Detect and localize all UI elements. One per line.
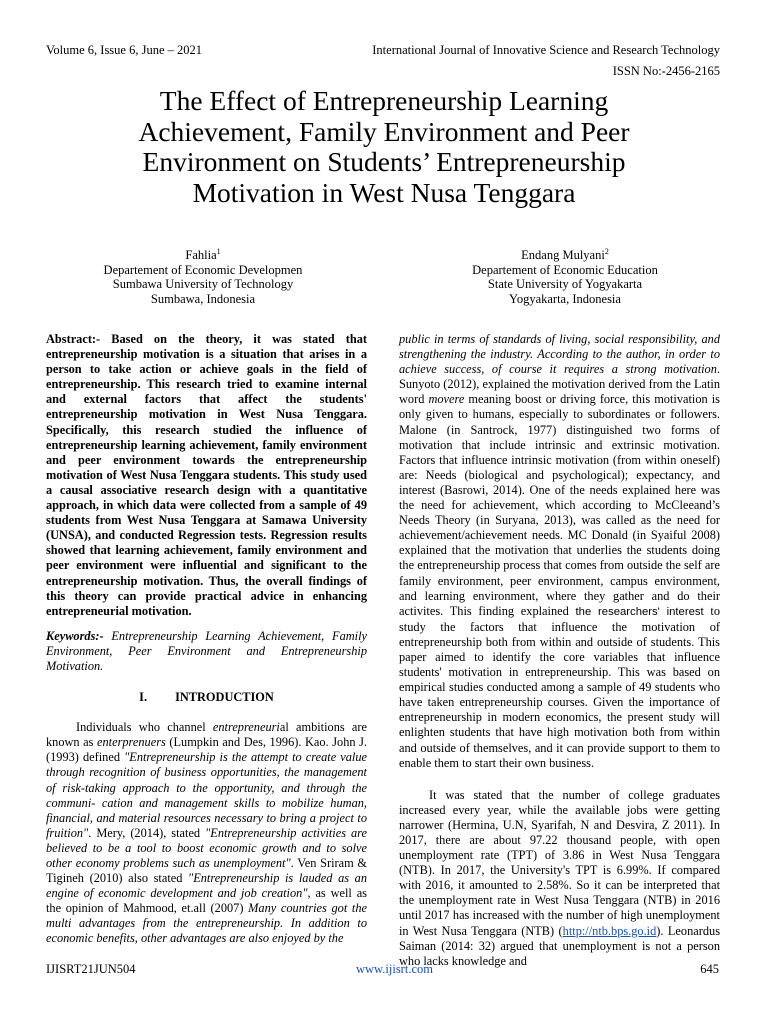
author-affiliation-mark: 2 (604, 246, 609, 256)
author-name (415, 248, 715, 263)
text-run: to study the factors that influence the motivation of entrepreneurship both from within and outside of students. This paper aimed to identify the core variables that influence students' motivation in entrepreneurship. This was based on empirical studies conducted among a sample of 49 students who have taken entrepreneurship courses. Given the importance of entrepreneurship in modern economics, the present study will enlighten students that have high motivation both from within and outside of themselves, and it can provide support to them to enable them to start their own business. (399, 603, 721, 770)
text-run: . Mery, (2014), stated (88, 825, 206, 840)
title-line: The Effect of Entrepreneurship Learning (159, 85, 609, 116)
italic-run: movere (428, 392, 465, 407)
right-column (399, 332, 720, 969)
footer-journal-url[interactable]: www.ijisrt.com (356, 962, 433, 976)
section-title: INTRODUCTION (175, 690, 274, 705)
italic-quote: "Entrepreneurship is the attempt to create value through recognition of business opportunities, the management of risk-taking approach to the opportunity, and through the communi- cation and management skills to mobilize human, financial, and material resources necessary to bring a project to fruition" (46, 750, 367, 840)
source-link[interactable]: http://ntb.bps.go.id (562, 923, 657, 938)
author-department: Departement of Economic Developmen (103, 262, 303, 277)
paper-title (60, 86, 708, 208)
body-paragraph (399, 788, 720, 969)
intro-paragraph (46, 720, 367, 946)
text-run: . Ven Sriram & Tigineh (2010) also stated (46, 856, 367, 886)
author-block-1 (53, 248, 353, 306)
author-location: Yogyakarta, Indonesia (509, 291, 621, 306)
italic-run: enterprenuers (97, 735, 166, 750)
left-column (46, 332, 367, 947)
running-header-journal: International Journal of Innovative Science and Research Technology (372, 43, 720, 57)
text-run: . Sunyoto (2012), explained the motivation derived from the Latin word (399, 362, 720, 407)
author-name (53, 248, 353, 263)
running-header-volume: Volume 6, Issue 6, June – 2021 (46, 43, 203, 57)
author-university: State University of Yogyakarta (487, 277, 643, 292)
text-run: Individuals who channel (76, 720, 213, 735)
author-department: Departement of Economic Education (472, 262, 658, 277)
keywords-label: Keywords:- (46, 628, 104, 643)
footer-paper-id: IJISRT21JUN504 (46, 962, 136, 976)
author-name-text: Endang Mulyani (521, 248, 605, 262)
text-run: (Lumpkin and Des, 1996). Kao. John J. (1993) defined (46, 735, 367, 765)
author-location: Sumbawa, Indonesia (150, 291, 256, 306)
author-block-2 (415, 248, 715, 306)
italic-run: entrepreneuri (212, 720, 280, 735)
author-university: Sumbawa University of Technology (112, 277, 294, 292)
italic-quote: "Entrepreneurship activities are believed to be a tool to boost economic growth and to solve other economy problems such as unemployment" (46, 825, 367, 870)
section-heading-introduction (46, 690, 367, 705)
italic-run: public in terms of standards of living, social responsibility, and strengthening the industry. According to the author, in order to achieve success, of course it requires a strong motivation (399, 332, 720, 377)
abstract: Abstract:- Based on the theory, it was stated that entrepreneurship motivation is a situation that arises in a person to take action or achieve goals in the field of entrepreneurship. This research tried to examine internal and external factors that affect the students' entrepreneurship motivation in West Nusa Tenggara. Specifically, this research studied the influence of entrepreneurship learning achievement, family environment and peer environment towards the entrepreneurship motivation of West Nusa Tenggara students. This study used a causal associative research design with a quantitative approach, in which data were collected from a sample of 49 students from West Nusa Tenggara at Samawa University (UNSA), and conducted Regression tests. Regression results showed that learning achievement, family environment and peer environment were influential and significant to the entrepreneurship motivation. Thus, the overall findings of this theory can provide practical advice in enhancing entrepreneurial motivation. (46, 332, 367, 618)
italic-quote: Many countries got the multi advantages from the entrepreneurship. In addition to economic benefits, other advantages are also enjoyed by the (46, 901, 368, 946)
text-run: , as well as the opinion of Mahmood, et.all (2007) (46, 886, 367, 916)
text-run: ). Leonardus Saiman (2014: 32) argued that unemployment is not a person who lacks knowledge and (399, 923, 720, 968)
italic-quote: "Entrepreneurship is lauded as an engine of economic development and job creation" (46, 871, 368, 901)
title-line: Environment on Students’ Entrepreneurship (142, 146, 626, 177)
text-run: It was stated that the number of college graduates increased every year, while the available jobs were getting narrower (Hermina, U.N, Syarifah, N and Desvira, Z 2011). In 2017, there are about 97.22 thousand people, with open unemployment rate (TPT) of 3.86 in West Nusa Tenggara (NTB). In 2017, the University's TPT is 6.99%. If compared with 2016, it amounted to 2.58%. So it can be interpreted that the unemployment rate in West Nusa Tenggara (NTB) in 2016 until 2017 has increased with the number of high unemployment in West Nusa Tenggara (NTB) ( (399, 787, 720, 938)
section-number: I. (139, 690, 148, 705)
keywords-text: Entrepreneurship Learning Achievement, Family Environment, Peer Environment and Entrepreneurship Motivation. (46, 628, 367, 673)
author-name-text: Fahlia (185, 248, 217, 262)
body-paragraph (399, 332, 720, 771)
author-affiliation-mark: 1 (216, 246, 221, 256)
keywords (46, 629, 367, 674)
text-run: meaning boost or driving force, this motivation is only given to humans, especially to subordinates or followers. Malone (in Santrock, 1977) distinguished two forms of motivation that include intrinsic and extrinsic motivation. Factors that influence intrinsic motivation (from within oneself) are: Needs (biological and psychological); expectancy, and interest (Basrowi, 2014). One of the needs explained here was the need for achievement, which according to McCleeand’s Needs Theory (in Suryana, 2013), was called as the need for achievement/achievement needs. MC Donald (in Syaiful 2008) explained that the motivation that underlies the students doing the entrepreneurship process that comes from outside the self are family environment, peer environment, campus environment, and learning environment, where they gather and do their activites. This finding explained (399, 392, 720, 618)
text-run: al ambitions are known as (46, 720, 367, 750)
footer-page-number: 645 (700, 962, 719, 976)
title-line: Motivation in West Nusa Tenggara (192, 176, 576, 208)
sans-run: the researchers' interest (575, 605, 704, 618)
running-header-issn: ISSN No:-2456-2165 (612, 64, 720, 78)
title-line: Achievement, Family Environment and Peer (138, 115, 630, 147)
